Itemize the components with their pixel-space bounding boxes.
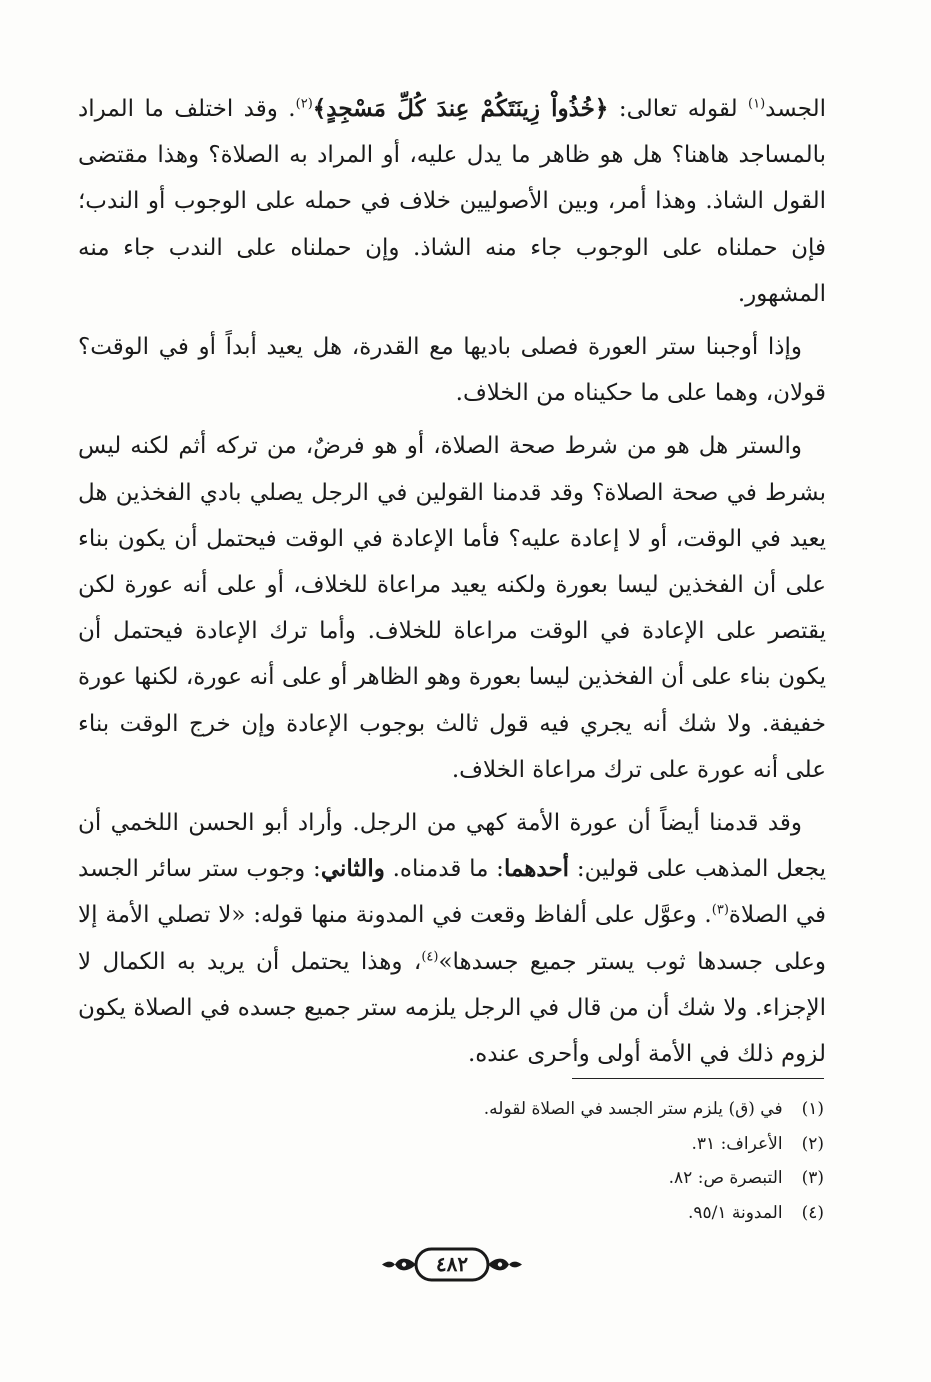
bold-term-first: أحدهما bbox=[503, 855, 570, 883]
footnote-text: التبصرة ص: ٨٢. bbox=[668, 1168, 783, 1188]
footnote-item bbox=[300, 1161, 824, 1196]
footnote-ref-4: (٤) bbox=[421, 949, 439, 964]
bold-term-second: والثاني bbox=[320, 855, 385, 883]
paragraph-3: والستر هل هو من شرط صحة الصلاة، أو هو فرضٌ، من تركه أثم لكنه ليس بشرط في صحة الصلاة؟ وقد قدمنا القولين في الرجل يصلي بادي الفخذين هل يعيد في الوقت، أو لا إعادة عليه؟ فأما الإعادة في الوقت فيحتمل أن يكون بناء على أن الفخذين ليسا بعورة ولكنه يعيد مراعاة للخلاف، أو على أنه عورة لكن يقتصر على الإعادة في الوقت مراعاة للخلاف. وأما ترك الإعادة فيحتمل أن يكون بناء على أن الفخذين ليسا بعورة وهو الظاهر أو على أنه عورة، لكنها عورة خفيفة. ولا شك أنه يجري فيه قول ثالث بوجوب الإعادة وإن خرج الوقت بناء على أنه عورة على ترك مراعاة الخلاف. bbox=[78, 433, 826, 783]
text-run: : ما قدمناه. bbox=[384, 856, 504, 883]
quran-verse: ﴿خُذُواْ زِينَتَكُمْ عِندَ كُلِّ مَسْجِدٍ﴾ bbox=[312, 95, 609, 122]
paragraph-2: وإذا أوجبنا ستر العورة فصلى باديها مع القدرة، هل يعيد أبداً أو في الوقت؟ قولان، وهما على ما حكيناه من الخلاف. bbox=[78, 334, 826, 407]
text-run: . وعوَّل على ألفاظ وقعت في المدونة منها قوله: «لا تصلي الأمة إلا وعلى جسدها ثوب يستر جميع جسدها» bbox=[78, 902, 826, 975]
footnote-item bbox=[300, 1127, 824, 1162]
footnote-text: الأعراف: ٣١. bbox=[691, 1133, 783, 1154]
footnote-separator bbox=[572, 1078, 824, 1079]
text-run: لقوله تعالى: bbox=[608, 96, 749, 122]
text-run: . وقد اختلف ما المراد بالمساجد هاهنا؟ هل هو ظاهر ما يدل عليه، أو المراد به الصلاة؟ وهذا مقتضى القول الشاذ. وهذا أمر، وبين الأصوليين خلاف في حمله على الوجوب أو الندب؛ فإن حملناه على الوجوب جاء منه الشاذ. وإن حملناه على الندب جاء منه المشهور. bbox=[78, 96, 826, 307]
footnote-number: (٣) bbox=[801, 1168, 824, 1188]
text-run: الجسد bbox=[765, 96, 827, 122]
footnote-text: المدونة ٩٥/١. bbox=[687, 1202, 783, 1223]
footnote-ref-2: (٢) bbox=[295, 96, 313, 112]
main-text bbox=[78, 86, 826, 1077]
footnote-number: (١) bbox=[801, 1099, 824, 1119]
text-run: ، وهذا يحتمل أن يريد به الكمال لا الإجزاء. ولا شك أن من قال في الرجل يلزمه ستر جميع جسده في الصلاة يكون لزوم ذلك في الأمة أولى وأحرى عنده. bbox=[78, 948, 826, 1068]
footnote-item bbox=[300, 1196, 824, 1231]
footnote-text: في (ق) يلزم ستر الجسد في الصلاة لقوله. bbox=[483, 1099, 783, 1119]
footnote-ref-3: (٣) bbox=[711, 902, 729, 918]
text-run: وقد قدمنا أيضاً أن عورة الأمة كهي من الرجل. وأراد أبو الحسن اللخمي أن يجعل المذهب على قولين: bbox=[78, 810, 826, 883]
footnote-number: (٢) bbox=[801, 1133, 824, 1154]
footnote-ref-1: (١) bbox=[748, 96, 766, 112]
footnote-number: (٤) bbox=[801, 1202, 824, 1223]
page-number: ٤٨٢ bbox=[435, 1252, 469, 1276]
text-run: : وجوب ستر سائر الجسد في الصلاة bbox=[78, 856, 826, 929]
footnote-item bbox=[300, 1092, 824, 1127]
footnotes bbox=[300, 1092, 824, 1230]
paragraph-4 bbox=[78, 800, 826, 1077]
paragraph-1 bbox=[78, 86, 826, 317]
